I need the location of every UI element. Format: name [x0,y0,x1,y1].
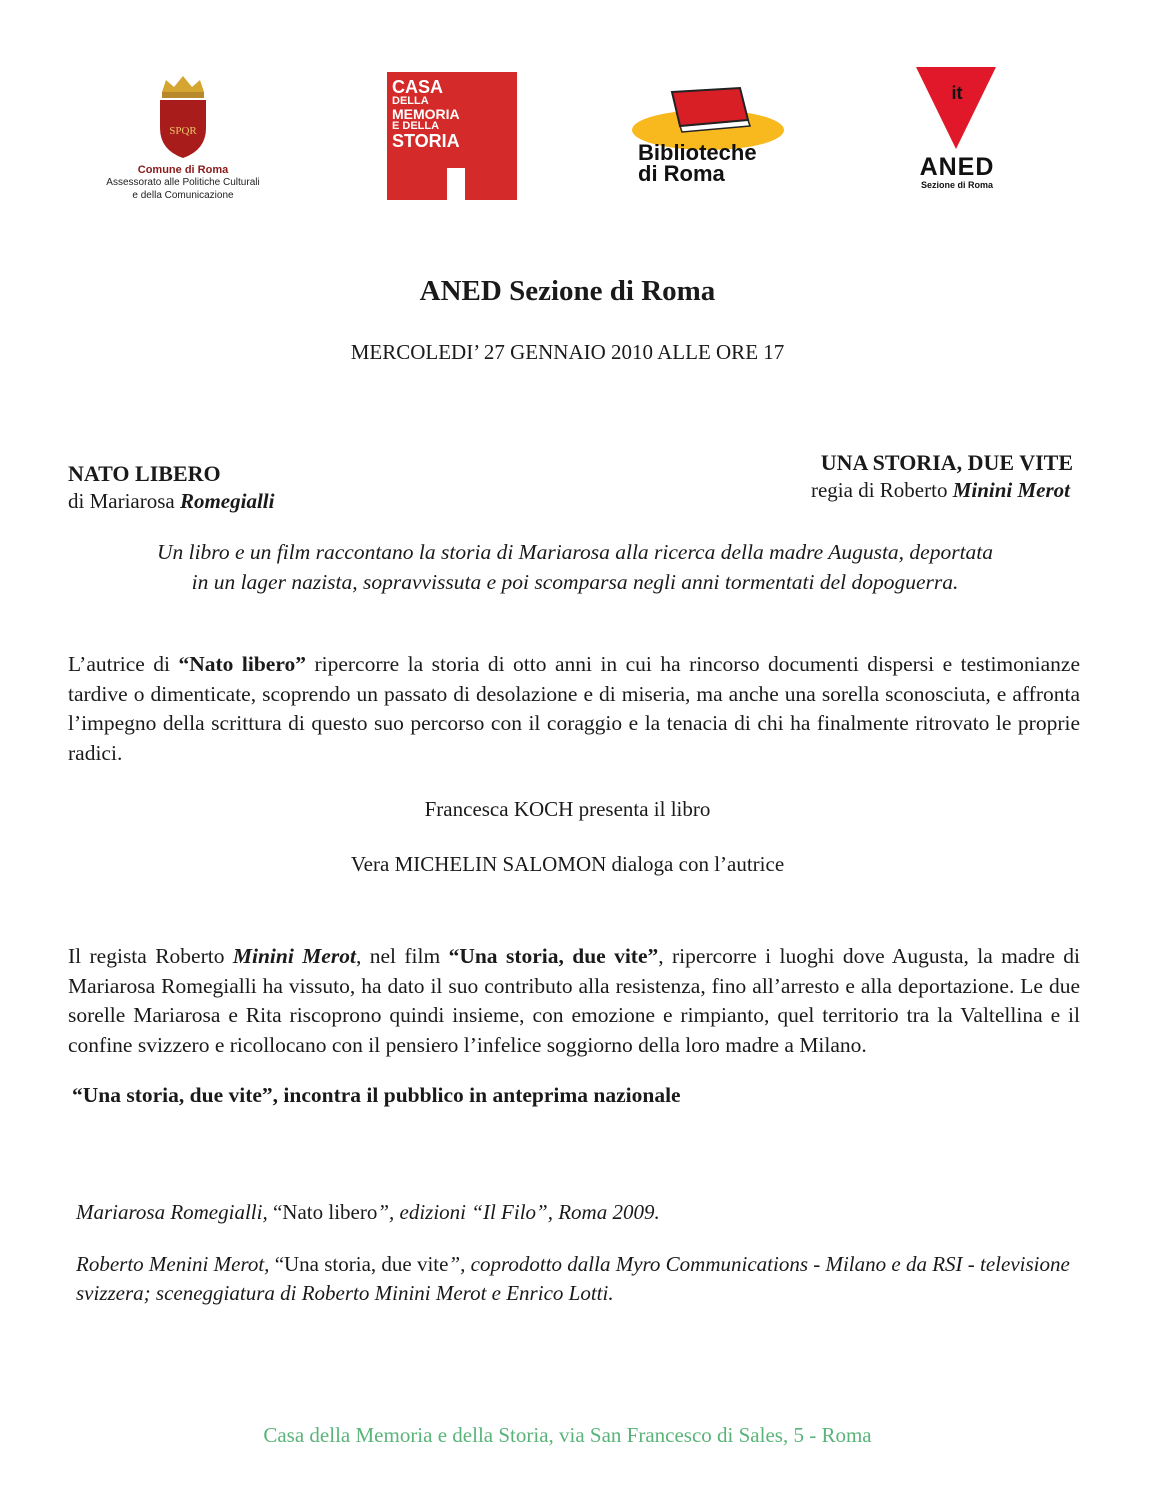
book-paragraph [68,650,1080,768]
film-credit-author: Roberto Menini Merot, [76,1252,275,1276]
premiere-tagline: “Una storia, due vite”, incontra il pubblico in anteprima nazionale [72,1083,681,1107]
film-title: UNA STORIA, DUE VITE [820,450,1073,475]
casa-logo-line2: DELLA [392,95,429,107]
red-triangle-icon [916,67,996,149]
svg-text:SPQR: SPQR [169,125,197,137]
crown-shield-icon [148,72,218,160]
film-paragraph [68,942,1080,1060]
film-director [811,478,1070,503]
film-director-surname: Minini Merot [952,478,1070,502]
film-credit [76,1250,1086,1308]
aned-name: ANED [919,153,995,181]
book-paragraph-title: “Nato libero” [178,652,306,676]
casa-logo-line5: STORIA [392,131,460,151]
lead-text [60,537,1090,597]
page-title: ANED Sezione di Roma [419,275,716,307]
comune-name: Comune di Roma [137,164,229,176]
book-author-prefix: di Mariarosa [68,489,180,513]
book-title: NATO LIBERO [68,461,221,486]
comune-dept-line2: e della Comunicazione [132,190,234,201]
lead-line2: in un lager nazista, sopravvissuta e poi scomparsa negli anni tormentati del dopoguerra. [191,570,959,594]
comune-di-roma-logo [78,72,288,202]
book-paragraph-start: L’autrice di [68,652,179,676]
book-credit-author: Mariarosa Romegialli, [76,1200,273,1224]
biblioteche-text [638,142,757,184]
footer-address: Casa della Memoria e della Storia, via San Francesco di Sales, 5 - Roma [263,1423,872,1447]
biblioteche-line2: di Roma [638,161,725,186]
film-paragraph-body: , ripercorre i luoghi dove Augusta, la madre di Mariarosa Romegialli ha vissuto, ha dato il suo contributo alla resistenza, fino all’arresto e alla deportazione. Le due sorelle Mariarosa e Rita riscoprono quindi insieme, con emozione e rimpianto, quel territorio tra la Valtellina e il confine svizzero e ricollocano con il pensiero l’infelice soggiorno della loro madre a Milano. [68,944,1080,1057]
aned-section: Sezione di Roma [920,180,993,190]
lead-line1: Un libro e un film raccontano la storia di Mariarosa alla ricerca della madre Augusta, deportata [156,540,994,564]
film-credit-title: “Una storia, due vite [274,1252,449,1276]
presenter-line: Francesca KOCH presenta il libro [424,797,711,821]
casa-memoria-logo [387,72,517,200]
aned-logo [892,67,1022,192]
casa-logo-line1: CASA [392,77,444,97]
film-director-prefix: regia di Roberto [810,478,953,502]
comune-dept-line1: Assessorato alle Politiche Culturali [106,177,260,188]
book-author [68,489,274,514]
event-date: MERCOLEDI’ 27 GENNAIO 2010 ALLE ORE 17 [350,340,785,364]
book-credit-rest: ”, edizioni “Il Filo”, Roma 2009. [377,1200,660,1224]
dialogue-line: Vera MICHELIN SALOMON dialoga con l’autrice [350,852,785,876]
film-paragraph-start: Il regista Roberto [68,944,233,968]
casa-logo-line4: E DELLA [392,120,440,132]
door-icon [447,168,465,200]
film-paragraph-mid: , nel film [355,944,449,968]
book-credit-title: “Nato libero [272,1200,378,1224]
aned-triangle-text: it [951,83,963,103]
biblioteche-line1: Biblioteche [638,140,757,165]
biblioteche-di-roma-logo [630,80,795,192]
book-credit [76,1198,1086,1227]
film-credit-rest: ”, coprodotto dalla Myro Communications - Milano e da RSI - televisione svizzera; sceneggiatura di Roberto Minini Merot e Enrico Lotti. [76,1252,1070,1305]
book-author-surname: Romegialli [179,489,275,513]
film-paragraph-director: Minini Merot [232,944,356,968]
film-paragraph-title: “Una storia, due vite” [448,944,659,968]
casa-logo-line3: MEMORIA [392,106,460,122]
book-paragraph-body: ripercorre la storia di otto anni in cui ha rincorso documenti dispersi e testimonianze tardive o dimenticate, scoprendo un passato di desolazione e di miseria, ma anche una sorella sconosciuta, e affronta l’impegno della scrittura di questo suo percorso con il coraggio e la tenacia di chi ha finalmente ritrovato le proprie radici. [68,652,1081,765]
